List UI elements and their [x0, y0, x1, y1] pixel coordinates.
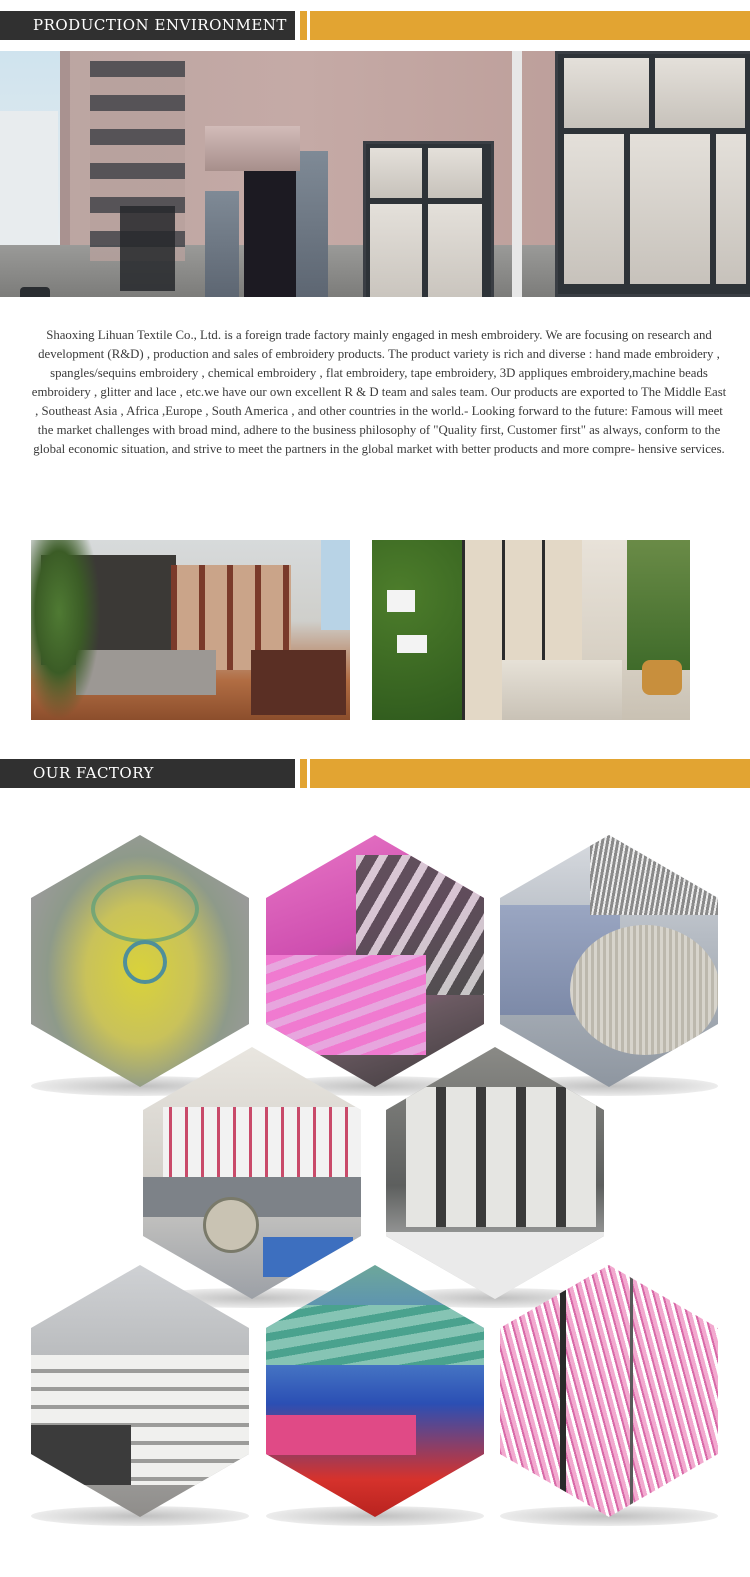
production-environment-banner — [0, 11, 750, 40]
production-environment-title: PRODUCTION ENVIRONMENT — [33, 16, 287, 34]
banner-accent — [300, 11, 307, 40]
our-factory-banner — [0, 759, 750, 788]
company-intro-text: Shaoxing Lihuan Textile Co., Ltd. is a foreign trade factory mainly engaged in mesh embroidery. We are focusing on research and development (R&D) , production and sales of embroidery products. The product variety is rich and diverse : hand made embroidery , spangles/sequins embroidery , chemical embroidery , flat embroidery, tape embroidery, 3D appliques embroidery,machine beads embroidery , glitter and lace , etc.we have our own excellent R & D team and sales team. Our products are exported to The Middle East , Southeast Asia , Africa ,Europe , South America , and other countries in the world.- Looking forward to the future: Famous will meet the market challenges with broad mind, adhere to the business philosophy of "Quality first, Customer first" as always, conform to the global economic situation, and strive to meet the partners in the global market with better products and more compre- hensive services. — [31, 328, 727, 456]
embroidery-machine-pink-photo — [266, 835, 484, 1087]
our-factory-title: OUR FACTORY — [33, 764, 154, 782]
office-photo — [31, 540, 350, 720]
corridor-photo — [372, 540, 690, 720]
banner-accent — [300, 759, 307, 788]
thread-spool-photo — [500, 835, 718, 1087]
embroidery-design-photo — [31, 835, 249, 1087]
banner-gold-bar — [310, 759, 750, 788]
banner-gold-bar — [310, 11, 750, 40]
factory-building-photo — [0, 51, 750, 297]
